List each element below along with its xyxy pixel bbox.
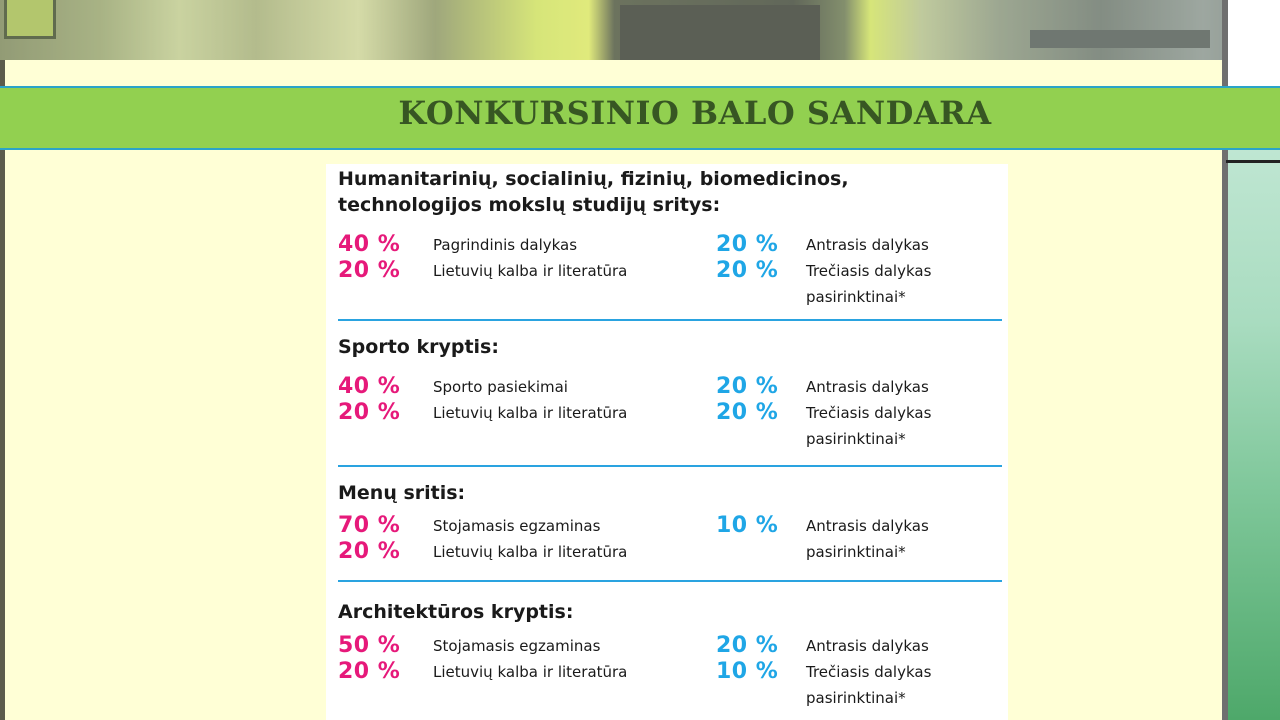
subject-label: Stojamasis egzaminas [433,517,601,535]
section-architecture [338,599,1002,707]
percentage: 20 % [338,400,401,425]
section-divider [338,465,1002,467]
section-humanities [338,166,1002,306]
percentage: 20 % [716,400,779,425]
section-title: Architektūros kryptis: [338,601,574,623]
section-divider [338,580,1002,582]
subject-label: Pagrindinis dalykas [433,236,578,254]
section-arts [338,480,1002,564]
right-panel-top [1222,0,1280,88]
slide-title: KONKURSINIO BALO SANDARA [398,94,992,132]
subject-label: Antrasis dalykas [806,517,929,535]
score-row [338,232,1002,258]
score-row [338,539,1002,565]
score-row [338,513,1002,539]
subject-label: Sporto pasiekimai [433,378,568,396]
score-row [338,374,1002,400]
percentage: 10 % [716,513,779,538]
note-row [338,685,1002,711]
percentage: 50 % [338,633,401,658]
percentage: 20 % [716,374,779,399]
subject-label: Trečiasis dalykas [806,663,932,681]
subject-label: Trečiasis dalykas [806,262,932,280]
right-green-panel [1222,150,1280,720]
section-title: Sporto kryptis: [338,336,499,358]
percentage: 20 % [338,659,401,684]
subject-label: Stojamasis egzaminas [433,637,601,655]
score-row [338,633,1002,659]
section-title: Humanitarinių, socialinių, fizinių, biomedicinos, [338,168,849,190]
optional-note: pasirinktinai* [806,689,906,707]
right-divider-line [1226,160,1280,163]
note-row [338,284,1002,310]
percentage: 20 % [716,258,779,283]
title-band [0,86,1280,150]
section-title: technologijos mokslų studijų sritys: [338,194,721,216]
section-divider [338,319,1002,321]
subject-label: Lietuvių kalba ir literatūra [433,543,628,561]
percentage: 20 % [338,539,401,564]
percentage: 20 % [716,232,779,257]
percentage: 20 % [716,633,779,658]
optional-note: pasirinktinai* [806,543,906,561]
percentage: 40 % [338,232,401,257]
subject-label: Antrasis dalykas [806,637,929,655]
note-row [338,426,1002,452]
score-row [338,400,1002,426]
optional-note: pasirinktinai* [806,288,906,306]
optional-note: pasirinktinai* [806,430,906,448]
score-row [338,659,1002,685]
header-photo [0,0,1280,60]
percentage: 40 % [338,374,401,399]
subject-label: Trečiasis dalykas [806,404,932,422]
subject-label: Lietuvių kalba ir literatūra [433,663,628,681]
subject-label: Antrasis dalykas [806,378,929,396]
percentage: 70 % [338,513,401,538]
section-title: Menų sritis: [338,482,466,504]
subject-label: Antrasis dalykas [806,236,929,254]
score-composition-card [326,164,1008,720]
score-row [338,258,1002,284]
percentage: 10 % [716,659,779,684]
left-edge-decoration [0,60,5,720]
subject-label: Lietuvių kalba ir literatūra [433,262,628,280]
section-sports [338,334,1002,448]
subject-label: Lietuvių kalba ir literatūra [433,404,628,422]
percentage: 20 % [338,258,401,283]
